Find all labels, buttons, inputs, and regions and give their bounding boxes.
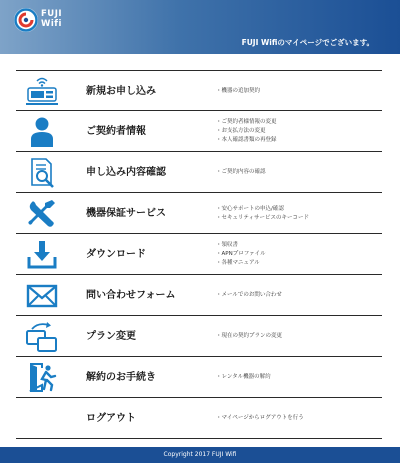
- menu-description-line: ・ APNプロファイル: [216, 250, 382, 259]
- menu-description-line: ・ 領収書: [216, 241, 382, 250]
- menu-row-plan-change[interactable]: [16, 316, 382, 357]
- menu-title: ログアウト: [86, 413, 136, 424]
- menu-description-line: ・ レンタル機器の解約: [216, 373, 382, 382]
- mypage-menu: [16, 70, 382, 439]
- menu-row-contact-form[interactable]: [16, 275, 382, 316]
- footer-copyright: Copyright 2017 FUJI Wifi: [0, 447, 400, 463]
- menu-description: [216, 357, 382, 398]
- menu-description-line: ・ 安心サポートの申込/確認: [216, 205, 382, 214]
- menu-description: [216, 234, 382, 275]
- menu-description: [216, 111, 382, 152]
- menu-description-line: ・ ご契約者様情報の変更: [216, 118, 382, 127]
- person-icon: [24, 115, 60, 148]
- menu-row-logout[interactable]: [16, 398, 382, 439]
- menu-title: 申し込み内容確認: [86, 167, 166, 178]
- menu-description-line: ・ マイページからログアウトを行う: [216, 414, 382, 423]
- menu-description-line: ・ 本人確認書類の再登録: [216, 136, 382, 145]
- exit-door-icon: [24, 361, 60, 394]
- menu-description-line: ・ 各種マニュアル: [216, 259, 382, 268]
- menu-description-line: ・ お支払方法の変更: [216, 127, 382, 136]
- menu-description-line: ・ 現在の契約プランの変更: [216, 332, 382, 341]
- menu-title: プラン変更: [86, 331, 136, 342]
- swap-icon: [24, 320, 60, 353]
- menu-row-new-application[interactable]: [16, 70, 382, 111]
- menu-description: [216, 316, 382, 357]
- menu-description-line: ・ メールでのお問い合わせ: [216, 291, 382, 300]
- menu-title: ダウンロード: [86, 249, 146, 260]
- download-icon: [24, 238, 60, 271]
- menu-row-device-warranty[interactable]: [16, 193, 382, 234]
- menu-description: [216, 398, 382, 439]
- logo-icon[interactable]: [14, 8, 38, 32]
- menu-description-line: ・ 機器の追加契約: [216, 87, 382, 96]
- menu-title: ご契約者情報: [86, 126, 146, 137]
- tools-icon: [24, 197, 60, 230]
- menu-title: 新規お申し込み: [86, 86, 156, 97]
- menu-title: 解約のお手続き: [86, 372, 156, 383]
- menu-row-contract-info[interactable]: [16, 111, 382, 152]
- menu-row-downloads[interactable]: [16, 234, 382, 275]
- logo-text-line1: FUJI: [41, 9, 63, 19]
- header-bar: [0, 0, 400, 54]
- menu-description: [216, 71, 382, 112]
- welcome-message: FUJI Wifiのマイページでございます。: [241, 38, 374, 47]
- mail-icon: [24, 279, 60, 312]
- document-search-icon: [24, 156, 60, 189]
- menu-row-application-review[interactable]: [16, 152, 382, 193]
- menu-description: [216, 275, 382, 316]
- menu-description-line: ・ ご契約内容の確認: [216, 168, 382, 177]
- menu-description-line: ・ セキュリティサービスのキーコード: [216, 214, 382, 223]
- menu-title: 機器保証サービス: [86, 208, 166, 219]
- menu-title: 問い合わせフォーム: [86, 290, 176, 301]
- logo-text-line2: Wifi: [41, 19, 62, 29]
- menu-description: [216, 152, 382, 193]
- router-icon: [24, 75, 60, 108]
- menu-description: [216, 193, 382, 234]
- menu-row-cancellation[interactable]: [16, 357, 382, 398]
- logo-text: [41, 9, 67, 29]
